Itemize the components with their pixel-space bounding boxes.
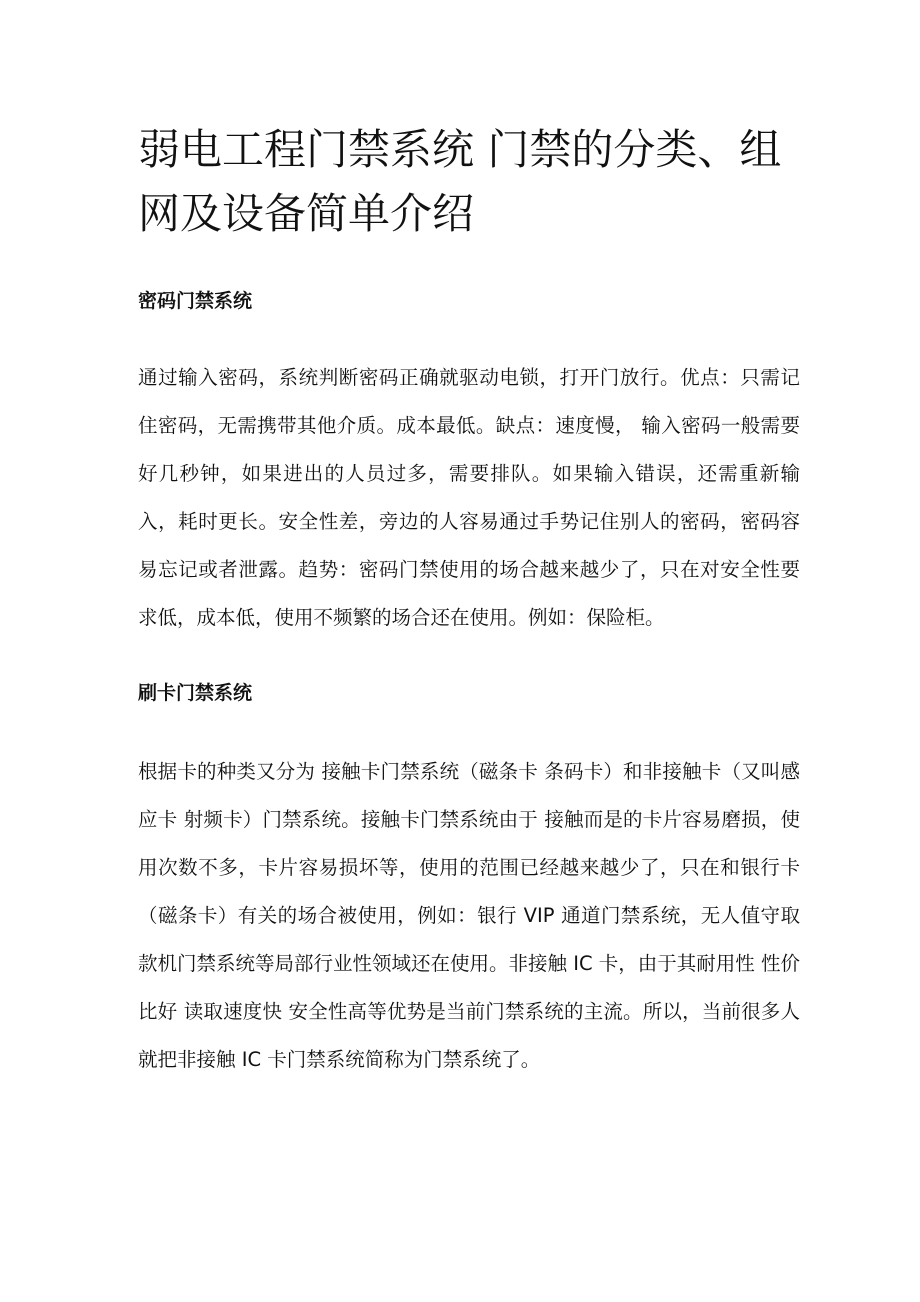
section-paragraph-password-access: 通过输入密码，系统判断密码正确就驱动电锁，打开门放行。优点：只需记住密码，无需携带其他介质。成本最低。缺点：速度慢， 输入密码一般需要好几秒钟，如果进出的人员过多，需要排队。如果输入错误，还需重新输入，耗时更长。安全性差，旁边的人容易通过手势记住别人的密码，密码容易忘记或者泄露。趋势：密码门禁使用的场合越来越少了，只在对安全性要求低，成本低，使用不频繁的场合还在使用。例如：保险柜。 xyxy=(138,366,800,629)
section-heading-password-access: 密码门禁系统 xyxy=(138,290,253,312)
section-heading-card-access: 刷卡门禁系统 xyxy=(138,682,253,704)
document-page xyxy=(138,0,800,1084)
section-paragraph-card-access: 根据卡的种类又分为 接触卡门禁系统（磁条卡 条码卡）和非接触卡（又叫感应卡 射频卡）门禁系统。接触卡门禁系统由于 接触而是的卡片容易磨损，使用次数不多，卡片容易损坏等，使用的范围已经越来越少了，只在和银行卡（磁条卡）有关的场合被使用，例如：银行 VIP 通道门禁系统，无人值守取款机门禁系统等局部行业性领域还在使用。非接触 IC 卡，由于其耐用性 性价比好 读取速度快 安全性高等优势是当前门禁系统的主流。所以，当前很多人就把非接触 IC 卡门禁系统简称为门禁系统了。 xyxy=(138,760,800,1071)
document-title: 弱电工程门禁系统 门禁的分类、组网及设备简单介绍 xyxy=(138,125,782,238)
